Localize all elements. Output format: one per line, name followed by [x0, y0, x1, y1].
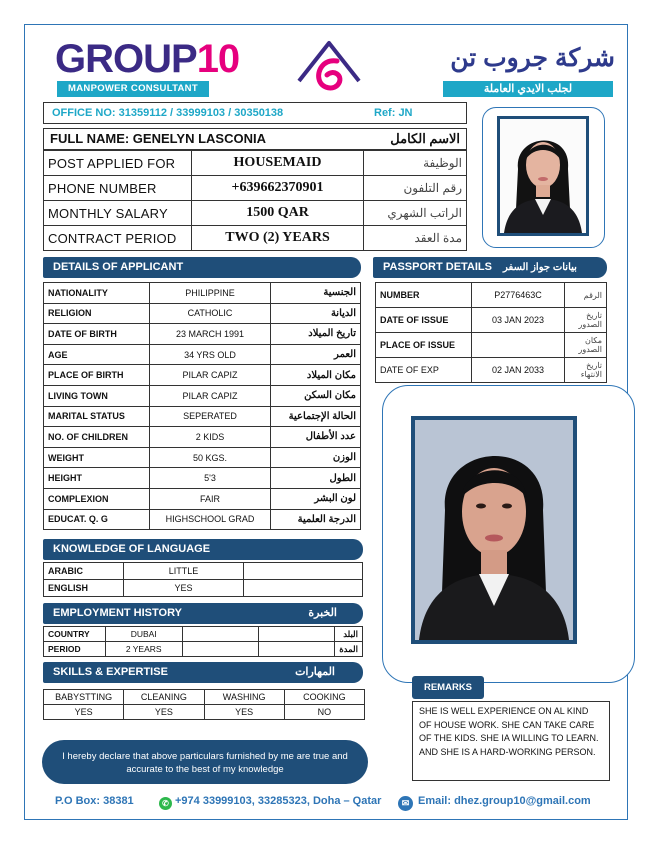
detail-arabic: الوزن — [271, 447, 361, 468]
portrait-photo-frame — [482, 107, 605, 248]
phone-label: PHONE NUMBER — [44, 176, 192, 201]
employment-title-arabic: الخبرة — [308, 607, 337, 619]
skill-header: BABYSTTING — [44, 690, 124, 705]
employment-arabic: المدة — [335, 642, 363, 657]
skill-value: YES — [204, 705, 284, 720]
passport-section-header — [373, 257, 607, 278]
passport-arabic: تاريخ الصدور — [565, 308, 607, 333]
table-row — [44, 642, 363, 657]
detail-value: 34 YRS OLD — [150, 344, 271, 365]
detail-label: PLACE OF BIRTH — [44, 365, 150, 386]
language-label: ARABIC — [44, 563, 124, 580]
detail-value: PILAR CAPIZ — [150, 365, 271, 386]
language-table — [43, 562, 363, 597]
table-row — [44, 201, 467, 226]
employment-value: DUBAI — [105, 627, 182, 642]
passport-title-arabic: بيانات جواز السفر — [503, 262, 577, 273]
skill-header: COOKING — [284, 690, 364, 705]
detail-value: PILAR CAPIZ — [150, 385, 271, 406]
details-section-header: DETAILS OF APPLICANT — [43, 257, 361, 278]
skills-title-arabic: المهارات — [295, 666, 335, 678]
salary-value: 1500 QAR — [192, 201, 364, 226]
logo-en-number: 10 — [196, 37, 240, 81]
detail-arabic: العمر — [271, 344, 361, 365]
employment-label: PERIOD — [44, 642, 106, 657]
detail-value: HIGHSCHOOL GRAD — [150, 509, 271, 530]
post-arabic: الوظيفة — [364, 151, 467, 176]
language-value: LITTLE — [124, 563, 244, 580]
skills-table — [43, 689, 365, 720]
table-row — [44, 176, 467, 201]
remarks-text: SHE IS WELL EXPERIENCE ON AL KIND OF HOUSE WORK. SHE CAN TAKE CARE OF THE KIDS. SHE IA WILLING TO LEARN. AND SHE IS A HARD-WORKING PERSON. — [412, 701, 610, 781]
skill-value: YES — [124, 705, 204, 720]
employment-empty-cell — [258, 627, 334, 642]
detail-arabic: عدد الأطفال — [271, 427, 361, 448]
language-value: YES — [124, 580, 244, 597]
detail-value: 23 MARCH 1991 — [150, 324, 271, 345]
table-row — [44, 627, 363, 642]
passport-label: NUMBER — [376, 283, 472, 308]
applicant-details-table — [43, 282, 361, 530]
table-row — [44, 365, 361, 386]
detail-label: AGE — [44, 344, 150, 365]
detail-arabic: الدرجة العلمية — [271, 509, 361, 530]
detail-value: 5'3 — [150, 468, 271, 489]
full-name-row — [43, 128, 467, 150]
detail-label: WEIGHT — [44, 447, 150, 468]
contract-arabic: مدة العقد — [364, 226, 467, 251]
phone-arabic: رقم التلفون — [364, 176, 467, 201]
detail-value: 2 KIDS — [150, 427, 271, 448]
employment-title: EMPLOYMENT HISTORY — [53, 607, 182, 619]
detail-label: DATE OF BIRTH — [44, 324, 150, 345]
language-label: ENGLISH — [44, 580, 124, 597]
employment-label: COUNTRY — [44, 627, 106, 642]
table-row — [44, 226, 467, 251]
detail-arabic: مكان السكن — [271, 385, 361, 406]
table-row — [44, 151, 467, 176]
detail-arabic: تاريخ الميلاد — [271, 324, 361, 345]
remarks-header: REMARKS — [412, 676, 484, 699]
detail-label: NO. OF CHILDREN — [44, 427, 150, 448]
detail-label: NATIONALITY — [44, 283, 150, 304]
table-row — [376, 333, 607, 358]
table-row — [376, 283, 607, 308]
whatsapp-icon: ✆ — [159, 797, 172, 810]
logo-ar-subtitle: لجلب الايدي العاملة — [443, 81, 613, 97]
table-row — [376, 358, 607, 383]
skill-value: NO — [284, 705, 364, 720]
table-row — [376, 308, 607, 333]
language-empty-cell — [244, 580, 363, 597]
employment-empty-cell — [258, 642, 334, 657]
detail-value: SEPERATED — [150, 406, 271, 427]
table-row — [44, 468, 361, 489]
contract-label: CONTRACT PERIOD — [44, 226, 192, 251]
table-row — [44, 580, 363, 597]
detail-arabic: الديانة — [271, 303, 361, 324]
full-name-label: FULL NAME: GENELYN LASCONIA — [50, 131, 266, 146]
logo-en-subtitle: MANPOWER CONSULTANT — [57, 81, 209, 97]
detail-arabic: الجنسية — [271, 283, 361, 304]
detail-arabic: الحالة الإجتماعية — [271, 406, 361, 427]
table-row — [44, 427, 361, 448]
footer-email-text: Email: dhez.group10@gmail.com — [418, 795, 591, 807]
detail-label: HEIGHT — [44, 468, 150, 489]
passport-label: DATE OF ISSUE — [376, 308, 472, 333]
office-numbers — [43, 102, 467, 124]
full-name-arabic: الاسم الكامل — [390, 131, 460, 146]
office-phone-text: OFFICE NO: 31359112 / 33999103 / 30350138 — [52, 107, 284, 119]
salary-label: MONTHLY SALARY — [44, 201, 192, 226]
company-emblem-icon — [293, 37, 365, 97]
skills-section-header — [43, 662, 363, 683]
main-info-table — [43, 150, 467, 251]
table-row — [44, 509, 361, 530]
table-row — [44, 406, 361, 427]
table-row — [44, 385, 361, 406]
phone-value: +639662370901 — [192, 176, 364, 201]
skills-title: SKILLS & EXPERTISE — [53, 666, 168, 678]
company-logo-en — [55, 38, 239, 80]
employment-arabic: البلد — [335, 627, 363, 642]
table-row — [44, 283, 361, 304]
detail-arabic: لون البشر — [271, 488, 361, 509]
detail-arabic: الطول — [271, 468, 361, 489]
language-empty-cell — [244, 563, 363, 580]
table-row — [44, 705, 365, 720]
post-value: HOUSEMAID — [192, 151, 364, 176]
footer-phones — [159, 793, 381, 810]
po-box: P.O Box: 38381 — [55, 795, 134, 807]
passport-value — [472, 333, 565, 358]
footer-email[interactable] — [398, 793, 591, 811]
detail-label: MARITAL STATUS — [44, 406, 150, 427]
employment-value: 2 YEARS — [105, 642, 182, 657]
table-row — [44, 488, 361, 509]
table-row — [44, 690, 365, 705]
language-section-header: KNOWLEDGE OF LANGUAGE — [43, 539, 363, 560]
skill-header: WASHING — [204, 690, 284, 705]
skill-header: CLEANING — [124, 690, 204, 705]
detail-label: EDUCAT. Q. G — [44, 509, 150, 530]
full-photo — [411, 416, 577, 644]
table-row — [44, 303, 361, 324]
passport-arabic: الرقم — [565, 283, 607, 308]
employment-table — [43, 626, 363, 657]
skill-value: YES — [44, 705, 124, 720]
table-row — [44, 563, 363, 580]
table-row — [44, 324, 361, 345]
passport-value: 02 JAN 2033 — [472, 358, 565, 383]
application-form — [24, 24, 628, 820]
detail-label: LIVING TOWN — [44, 385, 150, 406]
passport-arabic: تاريخ الانتهاء — [565, 358, 607, 383]
salary-arabic: الراتب الشهري — [364, 201, 467, 226]
company-logo-ar: شركة جروب تن — [450, 44, 615, 72]
detail-value: FAIR — [150, 488, 271, 509]
table-row — [44, 447, 361, 468]
table-row — [44, 344, 361, 365]
detail-value: 50 KGS. — [150, 447, 271, 468]
employment-empty-cell — [182, 627, 258, 642]
detail-arabic: مكان الميلاد — [271, 365, 361, 386]
passport-title: PASSPORT DETAILS — [383, 261, 492, 273]
passport-arabic: مكان الصدور — [565, 333, 607, 358]
detail-label: RELIGION — [44, 303, 150, 324]
detail-value: CATHOLIC — [150, 303, 271, 324]
detail-value: PHILIPPINE — [150, 283, 271, 304]
post-label: POST APPLIED FOR — [44, 151, 192, 176]
passport-value: P2776463C — [472, 283, 565, 308]
employment-empty-cell — [182, 642, 258, 657]
logo-en-text: GROUP — [55, 37, 197, 81]
footer-phones-text: +974 33999103, 33285323, Doha – Qatar — [175, 795, 382, 807]
full-photo-frame — [382, 385, 635, 683]
portrait-photo — [497, 116, 589, 236]
passport-label: DATE OF EXP — [376, 358, 472, 383]
contract-value: TWO (2) YEARS — [192, 226, 364, 251]
passport-details-table — [375, 282, 607, 383]
email-icon: ✉ — [398, 796, 413, 811]
passport-label: PLACE OF ISSUE — [376, 333, 472, 358]
passport-value: 03 JAN 2023 — [472, 308, 565, 333]
declaration-banner: I hereby declare that above particulars furnished by me are true and accurate to the best of my knowledge — [42, 740, 368, 784]
detail-label: COMPLEXION — [44, 488, 150, 509]
employment-section-header — [43, 603, 363, 624]
reference-code: Ref: JN — [374, 107, 413, 119]
